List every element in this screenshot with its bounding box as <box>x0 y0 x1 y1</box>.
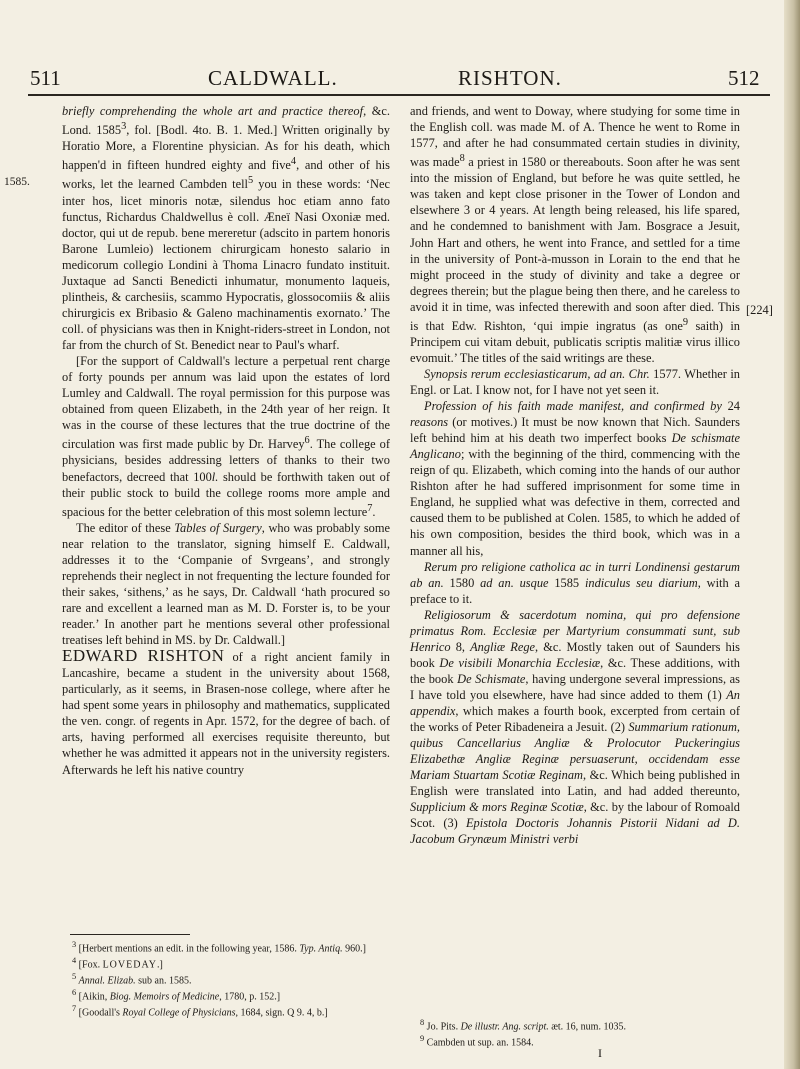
footnote: $^8$ Jo. Pits. De illustr. Ang. script. æt. 16, num. 1035. <box>420 1018 626 1033</box>
footnote: $^6$ [Aikin, Biog. Memoirs of Medicine, 1780, p. 152.] <box>72 988 281 1003</box>
margin-year: 1585. <box>4 176 30 188</box>
footnote: $^3$ [Herbert mentions an edit. in the following year, 1586. Typ. Antiq. 960.] <box>72 940 366 955</box>
running-title-left: CALDWALL. <box>208 66 338 90</box>
left-column <box>62 103 390 778</box>
right-footnotes <box>410 1017 740 1049</box>
paragraph: Rerum pro religione catholica ac in turri Londinensi gestarum ab an. 1580 ad an. usque 1585 indiculus seu diarium, with a preface to it. <box>410 559 740 606</box>
paragraph: Religiosorum & sacerdotum nomina, qui pro defensione primatus Rom. Ecclesiæ per Martyrium consummati sunt, sub Henrico 8, Angliæ Rege, &c. Mostly taken out of Saunders his book De visibili Monarchia Ecclesiæ, &c. These additions, with the book De Schismate, having undergone several impressions, as I have told you elsewhere, have had since added to them (1) An appendix, which makes a fourth book, excerpted from certain of the works of Peter Ribadeneira a Jesuit. (2) Summarium rationum, quibus Cancellarius Angliæ & Prolocutor Puckeringius Elizabethæ Angliæ Reginæ persuaserunt, occidendam esse Mariam Stuartam Scotiæ Reginam, &c. Which being published in English were translated into Latin, and had added thereunto, Supplicium & mors Reginæ Scotiæ, &c. by the labour of Romoald Scot. (3) Epistola Doctoris Johannis Pistorii Nidani ad D. Jacobum Grynæum Ministri verbi <box>410 607 740 847</box>
paragraph: The editor of these Tables of Surgery, who was probably some near relation to the translator, signing himself E. Caldwall, addresses it to the ‘Companie of Svrgeans’, and strongly reprehends their neglect in not frequenting the lecture founded for their sakes, ‘sithens,’ as he says, Dr. Caldwall ‘hath procured so rare and excellent a learned man as M. D. Forster is, to be your reader.’ In another part he mentions several other professional treatises left behind in MS. by Dr. Caldwall.] <box>62 520 390 648</box>
running-title-right: RISHTON. <box>458 66 562 90</box>
paragraph: and friends, and went to Doway, where studying for some time in the English coll. was made M. of A. Thence he went to Rome in 1577, and after he had consummated certain studies in divinity, was made$^8$ a priest in 1580 or thereabouts. Soon after he was sent into the mission of England, but before he was quite settled, he was taken and kept close prisoner in the Tower of London and elsewhere 3 or 4 years. At length being released, his life spared, and he condemned to banishment with Jam. Bosgrace a Jesuit, John Hart and others, he went into France, and settled for a time in the university of Pont-à-musson in Lorain to the end that he might proceed in the study of divinity and take a degree or degrees therein; but the plague being then there, and he careless to avoid it in time, was infected therewith and soon after died. This is that Edw. Rishton, ‘qui impie ingratus (as one$^9$ saith) in Principem cui vitam debuit, publicatis scriptis malitiæ virus illico evomuit.’ The titles of the said writings are these. <box>410 104 740 365</box>
footnote: $^5$ Annal. Elizab. sub an. 1585. <box>72 972 192 987</box>
footnote: $^9$ Cambden ut sup. an. 1584. <box>420 1034 534 1049</box>
paragraph: Synopsis rerum ecclesiasticarum, ad an. Chr. 1577. Whether in Engl. or Lat. I know not, for I have not yet seen it. <box>410 367 740 398</box>
header-rule <box>28 94 770 96</box>
footnote: $^4$ [Fox. LOVEDAY.] <box>72 956 163 971</box>
paragraph: briefly comprehending the whole art and practice thereof, &c. Lond. 1585$^3$, fol. [Bodl. 4to. B. 1. Med.] Written originally by Horatio More, a Florentine physician. As for his death, which happen'd in fifteen hundred eighty and five$^4$, and other of his works, let the learned Cambden tell$^5$ you in these words: ‘Nec inter hos, licet minoris notæ, silendus hoc etiam anno fato functus, Richardus Chaldwellus è coll. Æneï Nasi Oxoniæ med. doctor, qui ut de repub. bene mereretur (adscito in partem honoris Barone Lumleio) lectionem chirurgicam honesto salario in medicorum collegio Londini à Thoma Linacro fundato instituit. Juxtaque ad Sancti Benedicti inhumatur, monumento laqueis, plintheis, & carchesiis, scammo Hypocratis, glossocomiis & aliis chirurgicis ex Bribasio & Galeno machinamentis exornato.’ The coll. of physicians was then in Knight-riders-street in London, not far from the church of St. Benedict near to Paul's wharf. <box>62 104 390 353</box>
page-number-right: 512 <box>728 66 760 90</box>
left-footnotes <box>62 934 390 1019</box>
paragraph: EDWARD RISHTON of a right ancient family in Lancashire, became a student in the university about 1568, particularly, as it seems, in Brasen-nose college, where after he had spent some years in philosophy and mathematics, supplicated the ven. congr. of regents in Apr. 1572, for the degree of bach. of arts, having performed all exercises requisite thereunto, but whether he was admitted it appears not in the university registers. Afterwards he left his native country <box>62 646 390 777</box>
page-number-left: 511 <box>30 66 61 90</box>
footnote-rule <box>70 934 190 935</box>
right-column <box>410 103 740 847</box>
margin-page-ref: [224] <box>746 303 773 317</box>
paragraph: Profession of his faith made manifest, and confirmed by 24 reasons (or motives.) It must be now known that Nich. Saunders left behind him at his death two imperfect books De schismate Anglicano; with the beginning of the third, commencing with the reign of qu. Elizabeth, which coming into the hands of our author Rishton after he had suffered imprisonment for some time in England, he supplied what was defective in them, corrected and caused them to be published at Colen. 1585, to which he added of his own composition, besides the third book, which was in a manner all his, <box>410 399 741 558</box>
signature-mark: I <box>598 1046 602 1060</box>
page-edge <box>784 0 800 1069</box>
paragraph: [For the support of Caldwall's lecture a perpetual rent charge of forty pounds per annum was laid upon the estates of lord Lumley and Caldwall. The royal permission for this purpose was obtained from queen Elizabeth, in the 24th year of her reign. It was in the course of these lectures that the true doctrine of the circulation was first made public by Dr. Harvey$^6$. The college of physicians, besides addressing letters of thanks to their two benefactors, decreed that 100l. should be forthwith taken out of their public stock to build the college rooms more ample and spacious for the better celebration of this most solemn lecture$^7$. <box>62 354 390 519</box>
footnote: $^7$ [Goodall's Royal College of Physicians, 1684, sign. Q 9. 4, b.] <box>72 1004 328 1019</box>
